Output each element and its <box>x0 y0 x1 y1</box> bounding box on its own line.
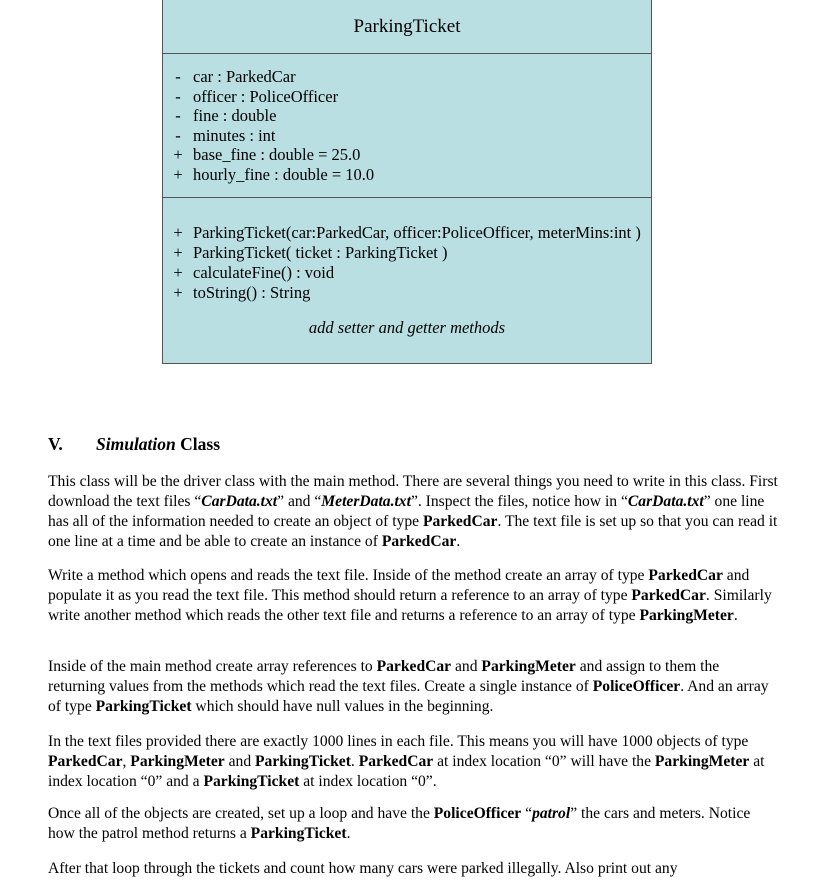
paragraph-main-method: Inside of the main method create array references to ParkedCar and ParkingMeter and assign to them the returning values from the methods which read the text files. Create a single instance of PoliceOfficer. And an array of type ParkingTicket which should have null values in the beginning. <box>48 658 769 715</box>
paragraph-patrol: Once all of the objects are created, set up a loop and have the PoliceOfficer “patrol” the cars and meters. Notice how the patrol method returns a ParkingTicket. <box>48 805 751 842</box>
uml-class-name: ParkingTicket <box>163 0 651 54</box>
uml-attribute: - officer : PoliceOfficer <box>175 87 339 106</box>
uml-method: + toString() : String <box>173 283 311 302</box>
uml-method: + ParkingTicket(car:ParkedCar, officer:PoliceOfficer, meterMins:int ) <box>173 223 641 242</box>
uml-attribute: + base_fine : double = 25.0 <box>173 145 361 164</box>
paragraph-text-files: In the text files provided there are exactly 1000 lines in each file. This means you will have 1000 objects of type ParkedCar, ParkingMeter and ParkingTicket. ParkedCar at index location “0” will have the ParkingMeter at index location “0” and a ParkingTicket at index location “0”. <box>48 733 765 790</box>
section-name: Simulation <box>96 434 176 454</box>
uml-attribute: - minutes : int <box>175 126 276 145</box>
uml-method: + calculateFine() : void <box>173 263 335 282</box>
section-number: V. <box>48 434 63 454</box>
uml-note: add setter and getter methods <box>308 318 506 337</box>
uml-method: + ParkingTicket( ticket : ParkingTicket ) <box>173 243 448 262</box>
paragraph-count-tickets: After that loop through the tickets and count how many cars were parked illegally. Also print out any <box>48 860 678 877</box>
uml-methods-compartment <box>163 198 651 364</box>
section-suffix: Class <box>175 434 221 454</box>
uml-class-box <box>162 0 652 364</box>
paragraph-intro: This class will be the driver class with the main method. There are several things you need to write in this class. First download the text files “CarData.txt” and “MeterData.txt”. Inspect the files, notice how in “CarData.txt” one line has all of the information needed to create an object of type ParkedCar. The text file is set up so that you can read it one line at a time and be able to create an instance of ParkedCar. <box>48 473 778 550</box>
uml-attribute: - fine : double <box>175 106 277 125</box>
uml-attribute: + hourly_fine : double = 10.0 <box>173 165 375 184</box>
paragraph-read-method: Write a method which opens and reads the text file. Inside of the method create an array of type ParkedCar and populate it as you read the text file. This method should return a reference to an array of type ParkedCar. Similarly write another method which reads the other text file and returns a reference to an array of type ParkingMeter. <box>48 567 772 624</box>
uml-attribute: - car : ParkedCar <box>175 67 296 86</box>
section-heading <box>48 434 220 455</box>
uml-attributes-compartment <box>163 54 651 198</box>
